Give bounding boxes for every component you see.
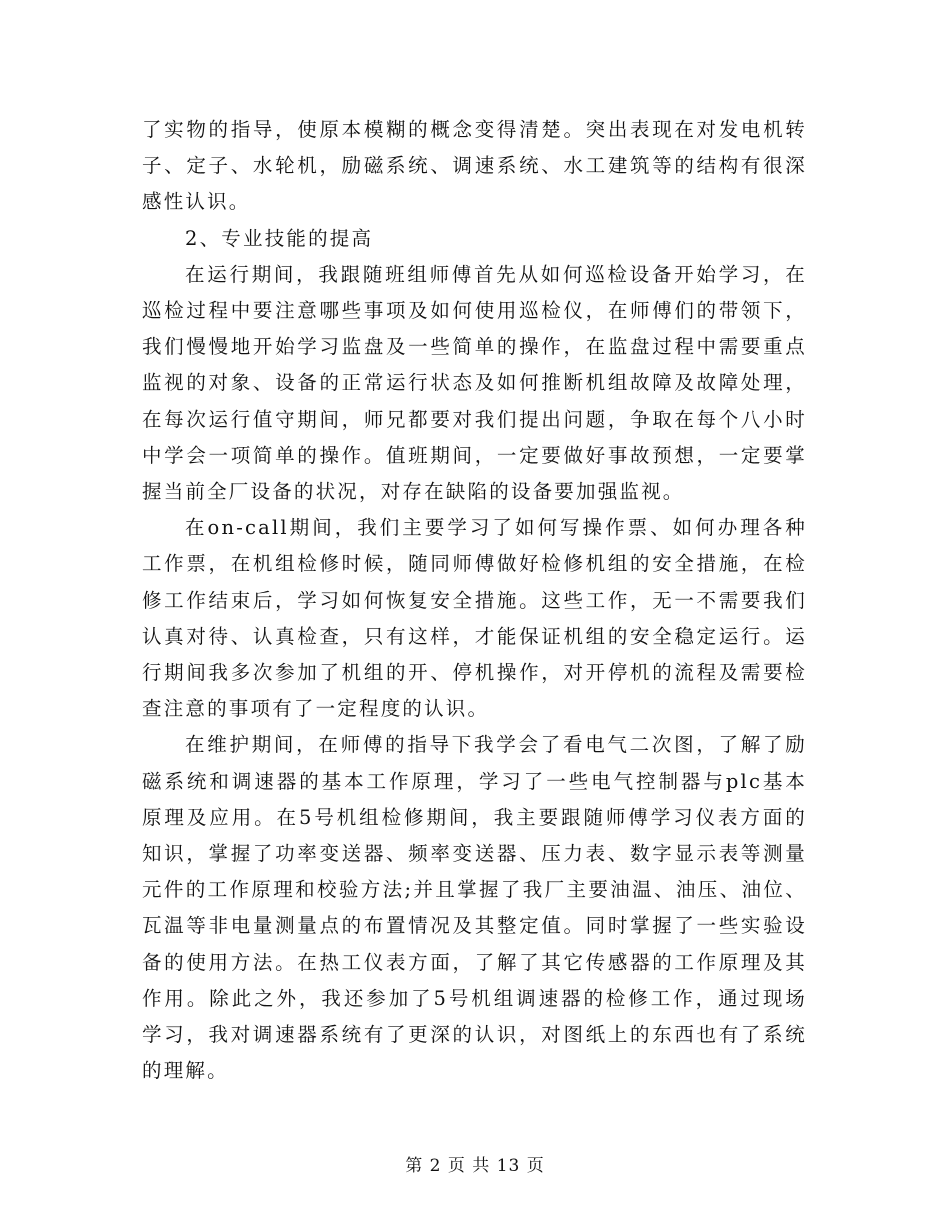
paragraph-on-call: 在on-call期间，我们主要学习了如何写操作票、如何办理各种工作票，在机组检修时候，随同师傅做好检修机组的安全措施，在检修工作结束后，学习如何恢复安全措施。这些工作，无一不需要我们认真对待、认真检查，只有这样，才能保证机组的安全稳定运行。运行期间我多次参加了机组的开、停机操作，对开停机的流程及需要检查注意的事项有了一定程度的认识。 xyxy=(142,516,807,721)
section-heading: 2、专业技能的提高 xyxy=(185,226,374,250)
page-footer: 第 2 页 共 13 页 xyxy=(405,1156,545,1176)
paragraph-maintenance: 在维护期间，在师傅的指导下我学会了看电气二次图，了解了励磁系统和调速器的基本工作原理，学习了一些电气控制器与plc基本原理及应用。在5号机组检修期间，我主要跟随师傅学习仪表方面的知识，掌握了功率变送器、频率变送器、压力表、数字显示表等测量元件的工作原理和校验方法;并且掌握了我厂主要油温、油压、油位、瓦温等非电量测量点的布置情况及其整定值。同时掌握了一些实验设备的使用方法。在热工仪表方面，了解了其它传感器的工作原理及其作用。除此之外，我还参加了5号机组调速器的检修工作，通过现场学习，我对调速器系统有了更深的认识，对图纸上的东西也有了系统的理解。 xyxy=(142,733,807,1083)
document-body xyxy=(142,112,807,1089)
paragraph-continuation: 了实物的指导，使原本模糊的概念变得清楚。突出表现在对发电机转子、定子、水轮机，励磁系统、调速系统、水工建筑等的结构有很深感性认识。 xyxy=(142,118,807,214)
paragraph-operation: 在运行期间，我跟随班组师傅首先从如何巡检设备开始学习，在巡检过程中要注意哪些事项及如何使用巡检仪，在师傅们的带领下，我们慢慢地开始学习监盘及一些简单的操作，在监盘过程中需要重点监视的对象、设备的正常运行状态及如何推断机组故障及故障处理，在每次运行值守期间，师兄都要对我们提出问题，争取在每个八小时中学会一项简单的操作。值班期间，一定要做好事故预想，一定要掌握当前全厂设备的状况，对存在缺陷的设备要加强监视。 xyxy=(142,262,807,504)
